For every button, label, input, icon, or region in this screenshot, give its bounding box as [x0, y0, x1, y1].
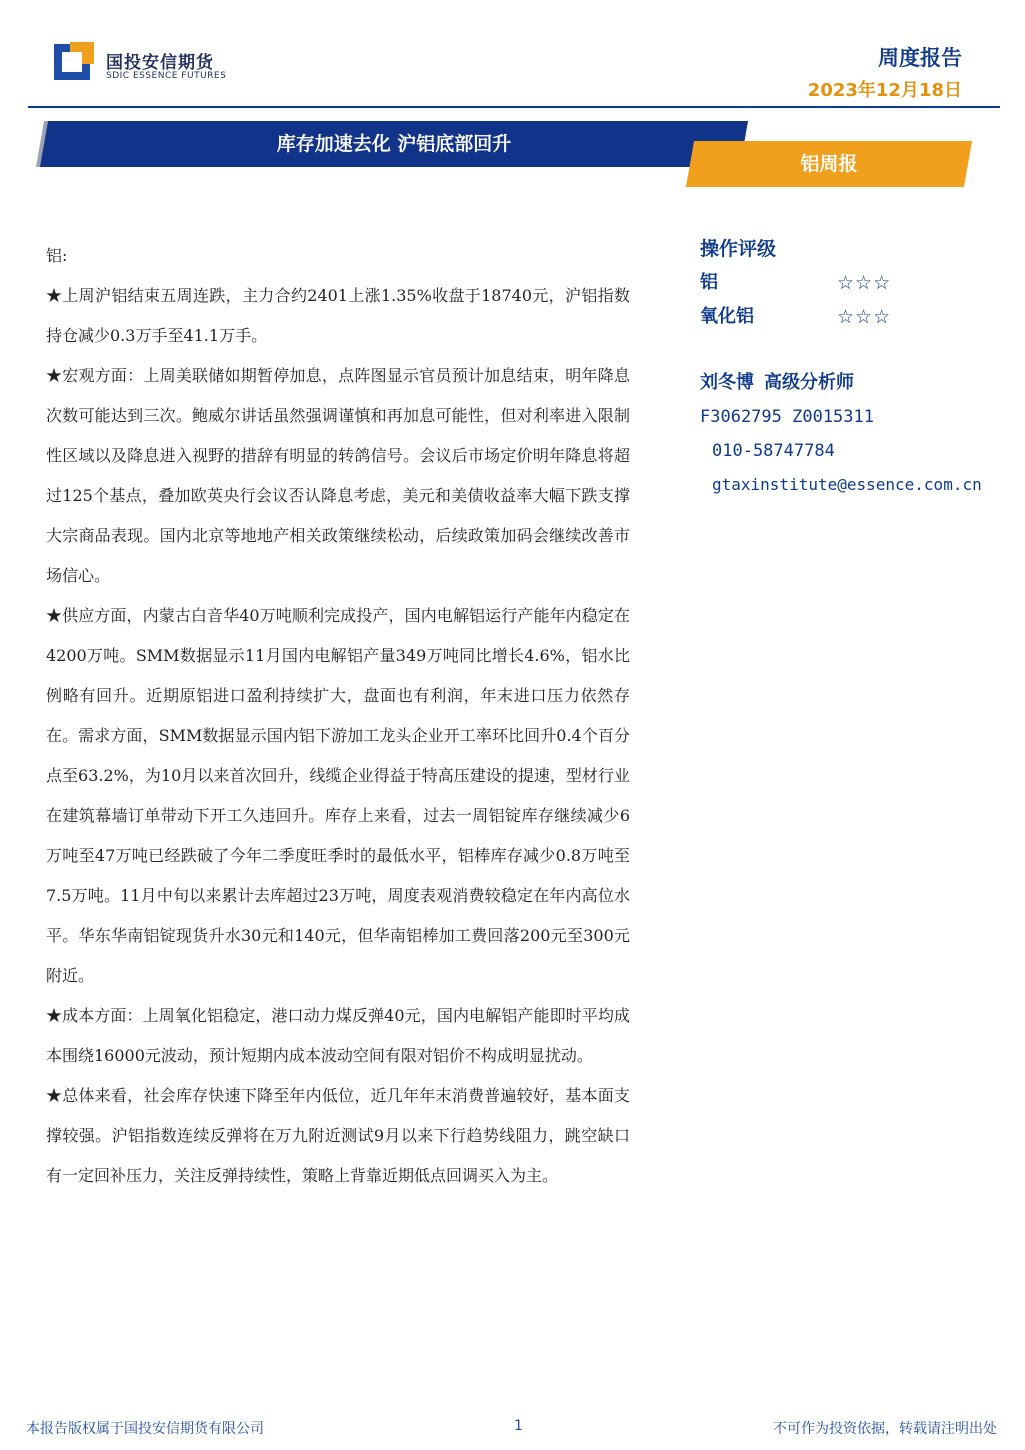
disclaimer: 不可作为投资依据，转载请注明出处 [773, 1421, 997, 1437]
rating-row [700, 266, 1025, 300]
company-logo [54, 42, 244, 90]
logo-english-name: SDIC ESSENCE FUTURES [106, 71, 227, 81]
star-rating-icon: ☆☆☆ [837, 306, 892, 328]
sidebar [700, 232, 1025, 502]
page-number: 1 [514, 1418, 523, 1434]
page-footer [0, 1418, 1025, 1440]
body-paragraph: ★上周沪铝结束五周连跌，主力合约2401上涨1.35%收盘于18740元，沪铝指数持仓减少0.3万手至41.1万手。 [46, 286, 630, 345]
logo-chinese-name: 国投安信期货 [106, 53, 214, 73]
copyright-notice: 本报告版权属于国投安信期货有限公司 [26, 1421, 264, 1437]
analyst-info [700, 366, 1025, 400]
body-paragraph: 铝: [46, 246, 68, 265]
body-paragraph: ★总体来看，社会库存快速下降至年内低位，近几年年末消费普遍较好，基本面支撑较强。沪铝指数连续反弹将在万九附近测试9月以来下行趋势线阻力，跳空缺口有一定回补压力，关注反弹持续性，策略上背靠近期低点回调买入为主。 [46, 1086, 630, 1185]
report-body [46, 236, 630, 1196]
rating-label: 铝 [700, 272, 718, 293]
header-divider [28, 106, 1000, 108]
analyst-title: 高级分析师 [764, 372, 854, 393]
analyst-name: 刘冬博 [700, 372, 754, 393]
body-paragraph: ★宏观方面：上周美联储如期暂停加息，点阵图显示官员预计加息结束，明年降息次数可能达到三次。鲍威尔讲话虽然强调谨慎和再加息可能性，但对利率进入限制性区域以及降息进入视野的措辞有明显的转鸽信号。会议后市场定价明年降息将超过125个基点，叠加欧英央行会议否认降息考虑，美元和美债收益率大幅下跌支撑大宗商品表现。国内北京等地地产相关政策继续松动，后续政策加码会继续改善市场信心。 [46, 366, 630, 585]
analyst-certificate: F3062795 Z0015311 [700, 407, 874, 427]
analyst-phone: 010-58747784 [712, 441, 835, 461]
rating-title: 操作评级 [700, 238, 777, 260]
rating-row [700, 300, 1025, 334]
rating-label: 氧化铝 [700, 306, 754, 327]
report-title: 库存加速去化 沪铝底部回升 [276, 133, 512, 155]
logo-icon [54, 42, 94, 82]
report-type: 周度报告 [878, 46, 962, 70]
analyst-email[interactable]: gtaxinstitute@essence.com.cn [712, 475, 982, 494]
report-date: 2023年12月18日 [807, 80, 962, 101]
category-tag-label: 铝周报 [800, 153, 858, 175]
star-rating-icon: ☆☆☆ [837, 272, 892, 294]
body-paragraph: ★供应方面，内蒙古白音华40万吨顺利完成投产，国内电解铝运行产能年内稳定在4200万吨。SMM数据显示11月国内电解铝产量349万吨同比增长4.6%，铝水比例略有回升。近期原铝进口盈利持续扩大，盘面也有利润，年末进口压力依然存在。需求方面，SMM数据显示国内铝下游加工龙头企业开工率环比回升0.4个百分点至63.2%，为10月以来首次回升，线缆企业得益于特高压建设的提速，型材行业在建筑幕墙订单带动下开工久违回升。库存上来看，过去一周铝锭库存继续减少6万吨至47万吨已经跌破了今年二季度旺季时的最低水平，铝棒库存减少0.8万吨至7.5万吨。11月中旬以来累计去库超过23万吨，周度表观消费较稳定在年内高位水平。华东华南铝锭现货升水30元和140元，但华南铝棒加工费回落200元至300元附近。 [46, 606, 630, 985]
body-paragraph: ★成本方面：上周氧化铝稳定，港口动力煤反弹40元，国内电解铝产能即时平均成本围绕16000元波动，预计短期内成本波动空间有限对铝价不构成明显扰动。 [46, 1006, 630, 1065]
